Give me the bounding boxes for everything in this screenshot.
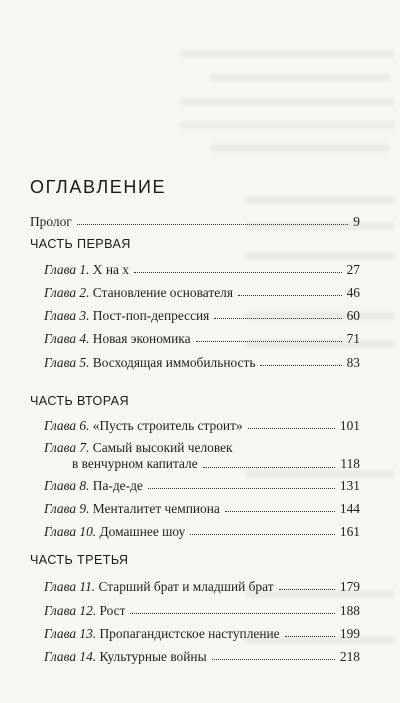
- page-number: 71: [346, 331, 360, 346]
- chapter-prefix: Глава: [44, 478, 77, 493]
- chapter-number: 9.: [79, 501, 90, 516]
- chapter-number: 5.: [79, 355, 90, 370]
- leader-dots: [279, 589, 335, 590]
- page-number: 9: [353, 214, 360, 229]
- chapter-title-line2: в венчурном капитале: [72, 456, 198, 471]
- chapter-prefix: Глава: [44, 649, 77, 664]
- leader-dots: [285, 636, 335, 637]
- toc-entry-chapter[interactable]: [44, 440, 360, 472]
- bleed-through: [245, 252, 395, 260]
- chapter-title: Пост-поп-депрессия: [92, 308, 210, 323]
- leader-dots: [134, 272, 342, 273]
- page-number: 101: [339, 418, 360, 433]
- toc-entry-chapter[interactable]: [44, 603, 360, 618]
- leader-dots: [260, 365, 341, 366]
- chapter-prefix: Глава: [44, 626, 77, 641]
- chapter-number: 14.: [79, 649, 97, 664]
- page-number: 161: [339, 524, 360, 539]
- chapter-title: Новая экономика: [92, 331, 191, 346]
- chapter-number: 3.: [79, 308, 90, 323]
- leader-dots: [196, 341, 342, 342]
- page-number: 83: [346, 355, 360, 370]
- toc-entry-chapter[interactable]: [44, 355, 360, 370]
- part-title: ЧАСТЬ ПЕРВАЯ: [30, 237, 131, 251]
- page-number: 118: [340, 456, 360, 471]
- toc-heading: ОГЛАВЛЕНИЕ: [30, 177, 167, 197]
- bleed-through: [245, 196, 395, 204]
- chapter-title: Па-де-де: [92, 478, 143, 493]
- chapter-number: 6.: [79, 418, 90, 433]
- toc-entry-chapter[interactable]: [44, 626, 360, 641]
- part-title: ЧАСТЬ ВТОРАЯ: [30, 394, 129, 408]
- chapter-number: 10.: [79, 524, 97, 539]
- chapter-title: Становление основателя: [92, 285, 233, 300]
- part-title: ЧАСТЬ ТРЕТЬЯ: [30, 553, 129, 567]
- chapter-title: Домашнее шоу: [99, 524, 186, 539]
- page-number: 199: [339, 626, 360, 641]
- chapter-prefix: Глава: [44, 501, 77, 516]
- page-number: 188: [339, 603, 360, 618]
- chapter-prefix: Глава: [44, 418, 77, 433]
- leader-dots: [203, 467, 336, 468]
- leader-dots: [130, 613, 334, 614]
- chapter-title: Старший брат и младший брат: [98, 579, 274, 594]
- chapter-prefix: Глава: [44, 603, 77, 618]
- chapter-prefix: Глава: [44, 355, 77, 370]
- leader-dots: [77, 224, 349, 225]
- chapter-number: 11.: [79, 579, 96, 594]
- toc-entry-chapter[interactable]: [44, 331, 360, 346]
- chapter-title: Менталитет чемпиона: [92, 501, 220, 516]
- toc-entry-chapter[interactable]: [44, 501, 360, 516]
- chapter-number: 4.: [79, 331, 90, 346]
- chapter-title: Рост: [99, 603, 126, 618]
- bleed-through: [210, 74, 390, 82]
- bleed-through: [210, 144, 390, 152]
- chapter-title: Культурные войны: [99, 649, 207, 664]
- page-number: 60: [346, 308, 360, 323]
- chapter-title: Х на х: [92, 262, 129, 277]
- bleed-through: [180, 98, 395, 106]
- leader-dots: [148, 488, 335, 489]
- toc-entry-chapter[interactable]: [44, 308, 360, 323]
- toc-entry-chapter[interactable]: [44, 285, 360, 300]
- chapter-title: Самый высокий человек: [92, 440, 233, 455]
- toc-entry-chapter[interactable]: [44, 579, 360, 594]
- toc-entry-chapter[interactable]: [44, 478, 360, 493]
- entry-title: Пролог: [30, 214, 72, 229]
- toc-entry-prologue[interactable]: [30, 214, 360, 229]
- leader-dots: [248, 428, 335, 429]
- toc-entry-chapter[interactable]: [44, 649, 360, 664]
- page-number: 46: [346, 285, 360, 300]
- bleed-through: [180, 121, 395, 129]
- chapter-title: «Пусть строитель строит»: [92, 418, 243, 433]
- chapter-prefix: Глава: [44, 285, 77, 300]
- page-number: 27: [346, 262, 360, 277]
- chapter-prefix: Глава: [44, 524, 77, 539]
- chapter-number: 12.: [79, 603, 97, 618]
- toc-entry-chapter[interactable]: [44, 524, 360, 539]
- bleed-through: [180, 50, 395, 58]
- chapter-number: 2.: [79, 285, 90, 300]
- page-number: 218: [339, 649, 360, 664]
- chapter-prefix: Глава: [44, 308, 77, 323]
- toc-entry-chapter[interactable]: [44, 262, 360, 277]
- page-number: 179: [339, 579, 360, 594]
- leader-dots: [212, 659, 335, 660]
- chapter-number: 8.: [79, 478, 90, 493]
- leader-dots: [190, 534, 335, 535]
- chapter-number: 7.: [79, 440, 90, 455]
- chapter-title: Пропагандистское наступление: [99, 626, 280, 641]
- chapter-number: 1.: [79, 262, 90, 277]
- chapter-prefix: Глава: [44, 440, 77, 455]
- leader-dots: [214, 318, 341, 319]
- chapter-prefix: Глава: [44, 579, 77, 594]
- chapter-prefix: Глава: [44, 331, 77, 346]
- leader-dots: [225, 511, 335, 512]
- chapter-prefix: Глава: [44, 262, 77, 277]
- chapter-number: 13.: [79, 626, 97, 641]
- page-number: 144: [339, 501, 360, 516]
- page-number: 131: [339, 478, 360, 493]
- chapter-title: Восходящая иммобильность: [92, 355, 256, 370]
- toc-entry-chapter[interactable]: [44, 418, 360, 433]
- leader-dots: [238, 295, 342, 296]
